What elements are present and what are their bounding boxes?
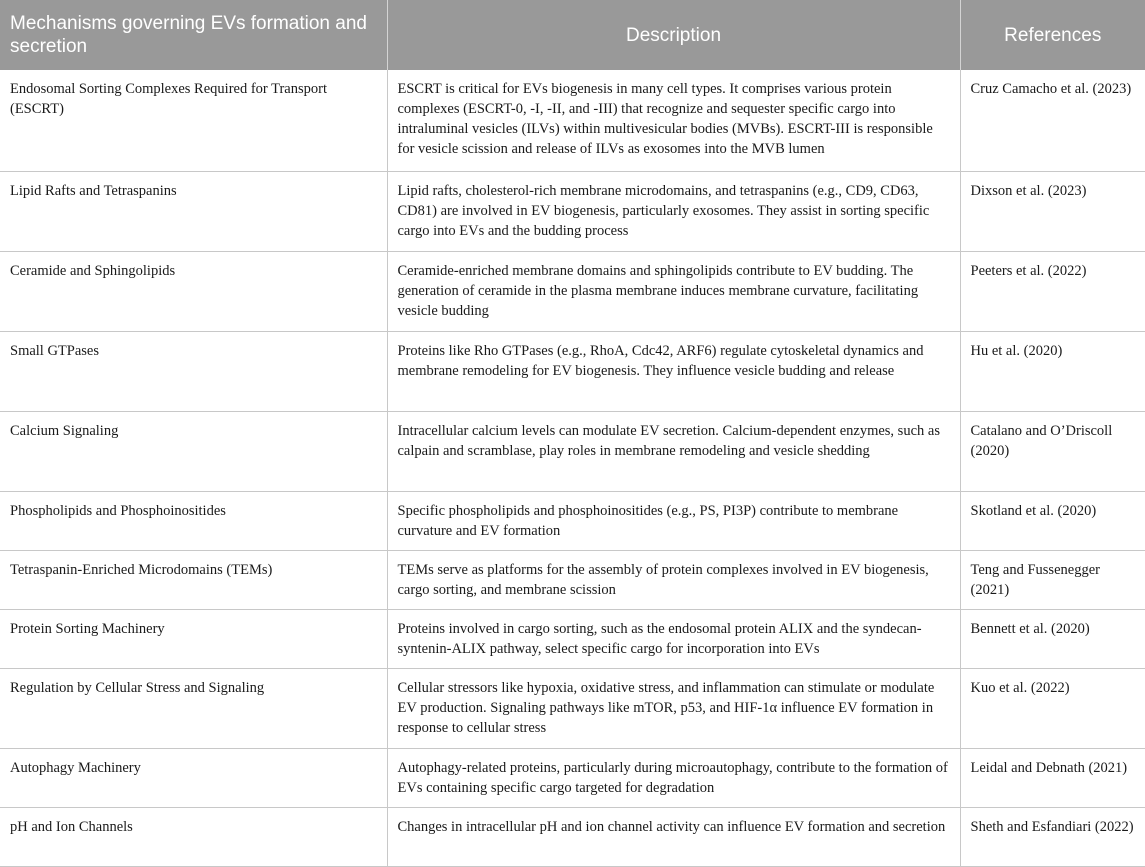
mechanism-cell: Ceramide and Sphingolipids bbox=[0, 251, 387, 331]
reference-cell: Skotland et al. (2020) bbox=[960, 491, 1145, 550]
reference-cell: Sheth and Esfandiari (2022) bbox=[960, 807, 1145, 866]
reference-cell: Peeters et al. (2022) bbox=[960, 251, 1145, 331]
table-row bbox=[0, 171, 1145, 251]
description-cell: Intracellular calcium levels can modulate EV secretion. Calcium-dependent enzymes, such as calpain and scramblase, play roles in membrane remodeling and vesicle shedding bbox=[387, 411, 960, 491]
mechanism-cell: Protein Sorting Machinery bbox=[0, 609, 387, 668]
mechanism-cell: Autophagy Machinery bbox=[0, 748, 387, 807]
table-row bbox=[0, 807, 1145, 866]
mechanism-cell: Lipid Rafts and Tetraspanins bbox=[0, 171, 387, 251]
description-cell: Changes in intracellular pH and ion channel activity can influence EV formation and secretion bbox=[387, 807, 960, 866]
table-header bbox=[0, 0, 1145, 70]
mechanism-cell: Tetraspanin-Enriched Microdomains (TEMs) bbox=[0, 550, 387, 609]
reference-cell: Cruz Camacho et al. (2023) bbox=[960, 70, 1145, 171]
description-cell: Specific phospholipids and phosphoinositides (e.g., PS, PI3P) contribute to membrane curvature and EV formation bbox=[387, 491, 960, 550]
description-cell: Ceramide-enriched membrane domains and sphingolipids contribute to EV budding. The generation of ceramide in the plasma membrane induces membrane curvature, facilitating vesicle budding bbox=[387, 251, 960, 331]
table-row bbox=[0, 491, 1145, 550]
header-row bbox=[0, 0, 1145, 70]
table-row bbox=[0, 609, 1145, 668]
reference-cell: Catalano and O’Driscoll (2020) bbox=[960, 411, 1145, 491]
reference-cell: Teng and Fussenegger (2021) bbox=[960, 550, 1145, 609]
reference-cell: Leidal and Debnath (2021) bbox=[960, 748, 1145, 807]
mechanism-cell: Phospholipids and Phosphoinositides bbox=[0, 491, 387, 550]
mechanism-cell: Calcium Signaling bbox=[0, 411, 387, 491]
description-cell: ESCRT is critical for EVs biogenesis in many cell types. It comprises various protein complexes (ESCRT-0, -I, -II, and -III) that recognize and sequester specific cargo into intraluminal vesicles (ILVs) within multivesicular bodies (MVBs). ESCRT-III is responsible for vesicle scission and release of ILVs as exosomes into the MVB lumen bbox=[387, 70, 960, 171]
description-cell: Autophagy-related proteins, particularly during microautophagy, contribute to the formation of EVs containing specific cargo targeted for degradation bbox=[387, 748, 960, 807]
reference-cell: Kuo et al. (2022) bbox=[960, 668, 1145, 748]
header-mechanisms: Mechanisms governing EVs formation and secretion bbox=[0, 0, 387, 70]
header-references: References bbox=[960, 0, 1145, 70]
table-row bbox=[0, 411, 1145, 491]
mechanism-cell: Regulation by Cellular Stress and Signaling bbox=[0, 668, 387, 748]
description-cell: Lipid rafts, cholesterol-rich membrane microdomains, and tetraspanins (e.g., CD9, CD63, CD81) are involved in EV biogenesis, particularly exosomes. They assist in sorting specific cargo into EVs and the budding process bbox=[387, 171, 960, 251]
reference-cell: Bennett et al. (2020) bbox=[960, 609, 1145, 668]
mechanism-cell: pH and Ion Channels bbox=[0, 807, 387, 866]
description-cell: Cellular stressors like hypoxia, oxidative stress, and inflammation can stimulate or modulate EV production. Signaling pathways like mTOR, p53, and HIF-1α influence EV formation in response to cellular stress bbox=[387, 668, 960, 748]
mechanism-cell: Small GTPases bbox=[0, 331, 387, 411]
reference-cell: Hu et al. (2020) bbox=[960, 331, 1145, 411]
table-row bbox=[0, 668, 1145, 748]
table-row bbox=[0, 251, 1145, 331]
table-row bbox=[0, 550, 1145, 609]
header-description: Description bbox=[387, 0, 960, 70]
reference-cell: Dixson et al. (2023) bbox=[960, 171, 1145, 251]
description-cell: Proteins like Rho GTPases (e.g., RhoA, Cdc42, ARF6) regulate cytoskeletal dynamics and membrane remodeling for EV biogenesis. They influence vesicle budding and release bbox=[387, 331, 960, 411]
table-row bbox=[0, 70, 1145, 171]
description-cell: TEMs serve as platforms for the assembly of protein complexes involved in EV biogenesis, cargo sorting, and membrane scission bbox=[387, 550, 960, 609]
table-row bbox=[0, 331, 1145, 411]
description-cell: Proteins involved in cargo sorting, such as the endosomal protein ALIX and the syndecan-syntenin-ALIX pathway, select specific cargo for incorporation into EVs bbox=[387, 609, 960, 668]
mechanism-cell: Endosomal Sorting Complexes Required for Transport (ESCRT) bbox=[0, 70, 387, 171]
table-body bbox=[0, 70, 1145, 866]
table-row bbox=[0, 748, 1145, 807]
